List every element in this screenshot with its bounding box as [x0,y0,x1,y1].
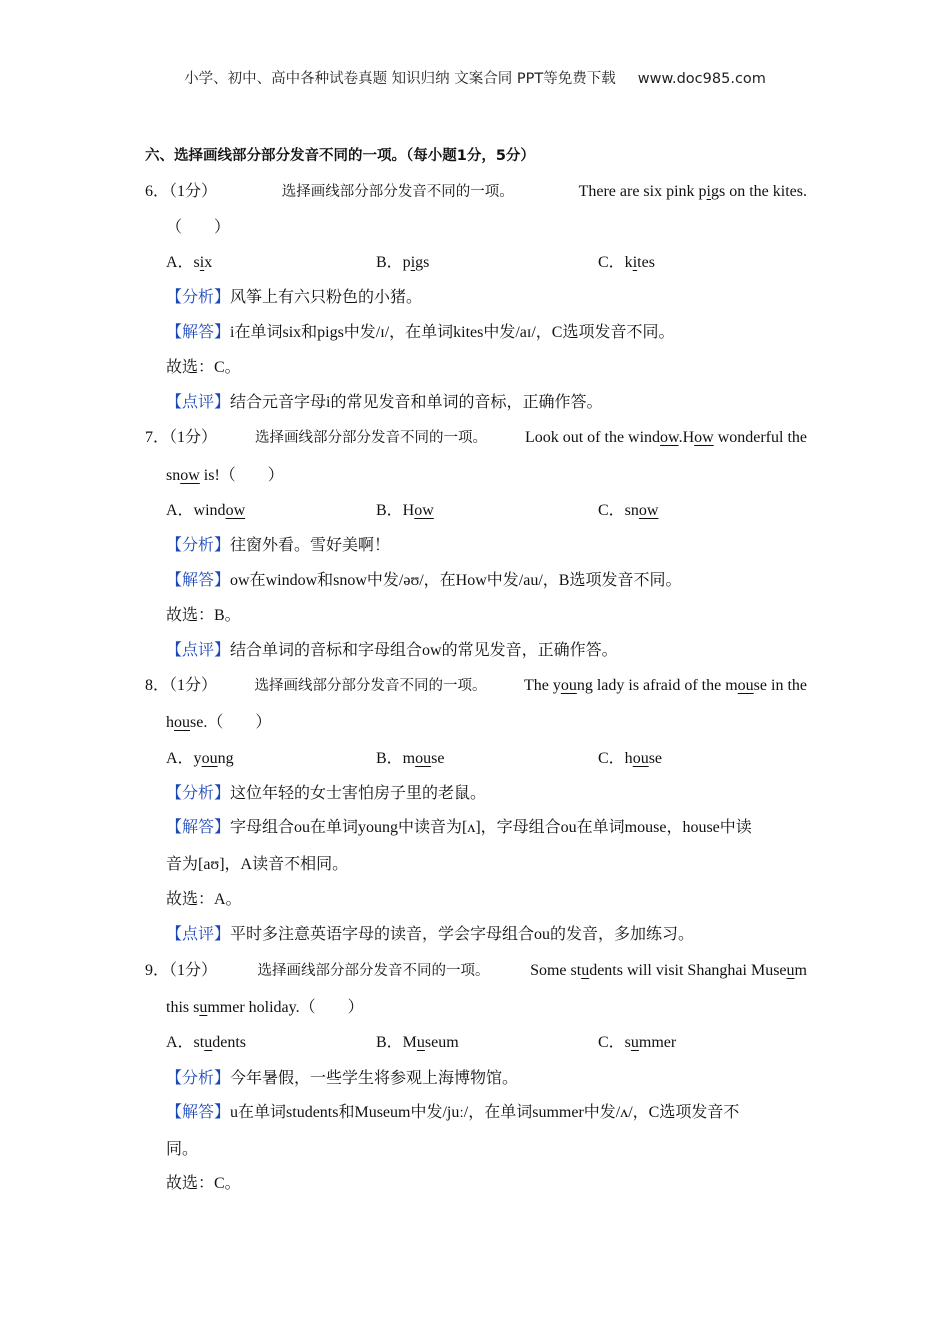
underlined-letters: ow [694,429,714,446]
analysis-tag: 【分析】 [166,537,231,554]
underlined-letters: i [199,254,205,271]
analysis-text: 往窗外看。雪好美啊！ [230,537,391,554]
underlined-letters: ou [201,750,218,767]
underlined-letters: i [410,254,416,271]
comment-text: 平时多注意英语字母的读音，学会字母组合ou的发音，多加练习。 [230,926,695,943]
underlined-letters: i [632,254,638,271]
question-number: 9．（1分） [145,962,218,979]
question-6-stem [145,182,807,202]
comment-line [166,641,618,661]
stem-continuation: snow is!（ ） [166,467,284,484]
comment-text: 结合单词的音标和字母组合ow的常见发音，正确作答。 [230,642,618,659]
underlined-letters: u [630,1034,639,1051]
answer-tag: 【解答】 [166,1104,231,1121]
option-b[interactable]: B．Museum [376,1034,459,1051]
comment-line [166,393,602,413]
analysis-text: 风筝上有六只粉色的小猪。 [230,289,423,306]
option-b[interactable]: B．mouse [376,750,445,767]
underlined-letters: u [204,1034,213,1051]
answer-continuation: 同。 [166,1141,199,1158]
question-9-stem [145,961,807,981]
underlined-letters: i [706,183,711,200]
underlined-letters: ow [225,502,246,519]
analysis-tag: 【分析】 [166,1070,231,1087]
option-a[interactable]: A．window [166,502,246,519]
analysis-text: 这位年轻的女士害怕房子里的老鼠。 [230,785,487,802]
option-c[interactable]: C．kites [598,254,655,271]
answer-paren: （ ） [166,219,231,236]
underlined-letters: u [416,1034,425,1051]
answer-line [166,323,674,343]
stem-cn: 选择画线部分部分发音不同的一项。 [254,678,487,694]
comment-tag: 【点评】 [166,926,231,943]
stem-en: Some students will visit Shanghai Museum [530,962,807,979]
choice-line: 故选：C。 [166,359,241,376]
stem-cn: 选择画线部分部分发音不同的一项。 [254,430,487,446]
underlined-letters: ou [632,750,649,767]
underlined-letters: u [786,962,795,979]
stem-en: The young lady is afraid of the mouse in the [523,677,807,694]
underlined-letters: ow [638,502,659,519]
option-c[interactable]: C．summer [598,1034,677,1051]
comment-tag: 【点评】 [166,394,231,411]
question-7-stem [145,428,807,448]
underlined-letters: ou [415,750,432,767]
stem-en: Look out of the window.How wonderful the [524,429,807,446]
underlined-letters: u [581,962,590,979]
option-c[interactable]: C．house [598,750,663,767]
stem-continuation: this summer holiday.（ ） [166,999,364,1016]
analysis-line [166,536,390,556]
choice-line: 故选：A。 [166,891,242,908]
underlined-letters: ou [174,714,190,731]
comment-line [166,925,694,945]
answer-line [166,818,752,838]
answer-tag: 【解答】 [166,572,231,589]
question-number: 7．（1分） [145,429,218,446]
stem-en: There are six pink pigs on the kites. [578,183,807,200]
stem-cn: 选择画线部分部分发音不同的一项。 [281,184,514,200]
option-a[interactable]: A．young [166,750,234,767]
header-text: 小学、初中、高中各种试卷真题 知识归纳 文案合同 PPT等免费下载 [184,71,616,87]
option-c[interactable]: C．snow [598,502,659,519]
option-b[interactable]: B．pigs [376,254,430,271]
answer-text: i在单词six和pigs中发/ɪ/，在单词kites中发/aɪ/，C选项发音不同。 [230,324,675,341]
underlined-letters: ou [737,677,754,694]
underlined-letters: u [199,999,208,1016]
answer-tag: 【解答】 [166,324,231,341]
answer-line [166,571,681,591]
underlined-letters: ow [180,467,200,484]
analysis-tag: 【分析】 [166,785,231,802]
question-number: 6．（1分） [145,183,218,200]
answer-line [166,1103,739,1123]
option-b[interactable]: B．How [376,502,434,519]
option-a[interactable]: A．six [166,254,213,271]
stem-continuation: house.（ ） [166,714,272,731]
stem-cn: 选择画线部分部分发音不同的一项。 [257,963,490,979]
comment-tag: 【点评】 [166,642,231,659]
page-header [0,67,950,88]
analysis-tag: 【分析】 [166,289,231,306]
underlined-letters: ow [660,429,679,446]
answer-text: u在单词students和Museum中发/juː/，在单词summer中发/ʌ/，C选项发音不 [230,1104,740,1121]
analysis-text: 今年暑假，一些学生将参观上海博物馆。 [230,1070,519,1087]
underlined-letters: ou [560,677,577,694]
underlined-letters: ow [414,502,434,519]
choice-line: 故选：B。 [166,607,241,624]
analysis-line [166,784,486,804]
choice-line: 故选：C。 [166,1175,241,1192]
comment-text: 结合元音字母i的常见发音和单词的音标，正确作答。 [230,394,603,411]
answer-tag: 【解答】 [166,819,231,836]
header-site[interactable]: www.doc985.com [637,71,766,87]
answer-text: 字母组合ou在单词young中读音为[ʌ]，字母组合ou在单词mouse，house中读 [230,819,752,836]
answer-text: ow在window和snow中发/əʊ/，在How中发/au/，B选项发音不同。 [230,572,682,589]
analysis-line [166,1069,518,1089]
option-a[interactable]: A．students [166,1034,247,1051]
section-title: 六、选择画线部分部分发音不同的一项。（每小题1分，5分） [145,148,535,164]
analysis-line [166,288,422,308]
question-number: 8．（1分） [145,677,218,694]
question-8-stem [145,676,807,696]
answer-continuation: 音为[aʊ]，A读音不相同。 [166,856,349,873]
